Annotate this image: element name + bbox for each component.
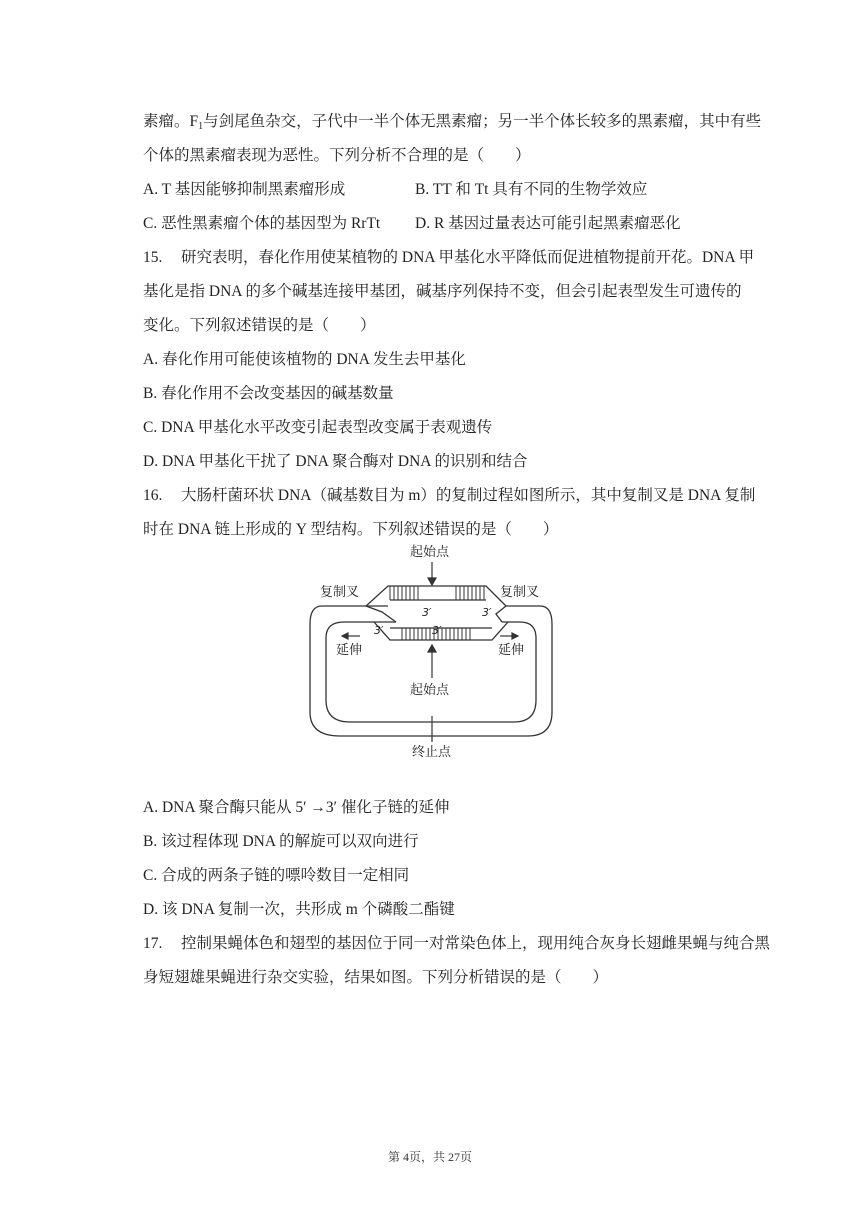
- label-terminus: 终止点: [412, 745, 452, 760]
- q14-option-c: C. 恶性黑素瘤个体的基因型为 RrTt: [143, 215, 381, 232]
- q14-option-a: A. T 基因能够抑制黑素瘤形成: [143, 181, 346, 198]
- dna-outer-strand: [310, 606, 552, 736]
- left-fork-junction: [366, 606, 396, 622]
- label-3prime: 3′: [432, 624, 442, 637]
- q17-line-1: 17. 控制果蝇体色和翅型的基因位于同一对常染色体上，现用纯合灰身长翅雌果蝇与纯合黑: [143, 935, 771, 952]
- label-fork-right: 复制叉: [500, 585, 540, 600]
- right-fork-junction: [496, 606, 506, 622]
- q16-line-2: 时在 DNA 链上形成的 Y 型结构。下列叙述错误的是（ ）: [143, 521, 559, 538]
- label-origin-top: 起始点: [410, 545, 450, 560]
- label-3prime: 3′: [422, 606, 432, 619]
- q16-option-a: A. DNA 聚合酶只能从 5′ →3′ 催化子链的延伸: [143, 799, 450, 816]
- q15-option-b: B. 春化作用不会改变基因的碱基数量: [143, 385, 394, 402]
- label-extend-left: 延伸: [336, 643, 363, 658]
- label-3prime: 3′: [482, 606, 492, 619]
- label-fork-left: 复制叉: [320, 585, 360, 600]
- q16-option-c: C. 合成的两条子链的嘌呤数目一定相同: [143, 867, 410, 884]
- dna-replication-diagram: [306, 540, 556, 762]
- q15-option-a: A. 春化作用可能使该植物的 DNA 发生去甲基化: [143, 351, 466, 368]
- q15-line-2: 基化是指 DNA 的多个碱基连接甲基团，碱基序列保持不变，但会引起表型发生可遗传的: [143, 283, 742, 300]
- q14-line-1: 素瘤。$F_1$与剑尾鱼杂交，子代中一半个体无黑素瘤；另一半个体长较多的黑素瘤，其中有些: [143, 113, 762, 132]
- q16-option-b: B. 该过程体现 DNA 的解旋可以双向进行: [143, 833, 419, 850]
- label-extend-right: 延伸: [498, 643, 525, 658]
- bubble-upper-parent: [366, 586, 506, 606]
- q17-line-2: 身短翅雄果蝇进行杂交实验，结果如图。下列分析错误的是（ ）: [143, 969, 609, 986]
- q15-option-d: D. DNA 甲基化干扰了 DNA 聚合酶对 DNA 的识别和结合: [143, 453, 528, 470]
- q14-line-2: 个体的黑素瘤表现为恶性。下列分析不合理的是（ ）: [143, 147, 531, 164]
- q15-option-c: C. DNA 甲基化水平改变引起表型改变属于表观遗传: [143, 419, 493, 436]
- q14-option-b: B. TT 和 Tt 具有不同的生物学效应: [415, 181, 648, 198]
- q16-number: 16.: [143, 487, 163, 504]
- q17-number: 17.: [143, 935, 163, 952]
- label-origin-bottom: 起始点: [410, 683, 450, 698]
- q16-option-d: D. 该 DNA 复制一次，共形成 m 个磷酸二酯键: [143, 901, 455, 918]
- q16-line-1: 16. 大肠杆菌环状 DNA（碱基数目为 m）的复制过程如图所示，其中复制叉是 DNA 复制: [143, 487, 756, 504]
- q14-option-d: D. R 基因过量表达可能引起黑素瘤恶化: [415, 215, 681, 232]
- label-3prime: 3′: [374, 624, 384, 637]
- q15-number: 15.: [143, 249, 163, 266]
- q15-line-3: 变化。下列叙述错误的是（ ）: [143, 317, 376, 334]
- dna-inner-strand: [326, 622, 536, 722]
- page-footer: 第 4页，共 27页: [387, 1150, 472, 1164]
- q15-line-1: 15. 研究表明，春化作用使某植物的 DNA 甲基化水平降低而促进植物提前开花。DNA 甲: [143, 249, 755, 266]
